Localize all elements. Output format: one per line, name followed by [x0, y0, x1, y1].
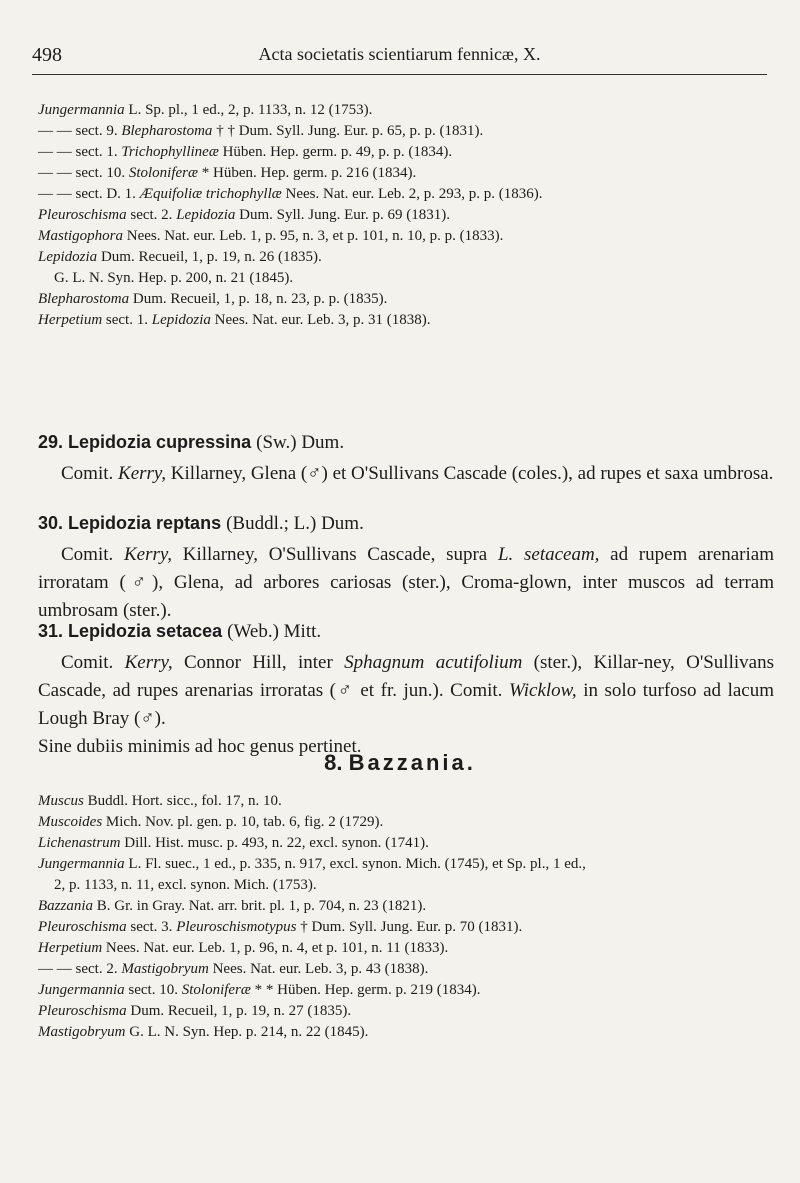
- italic-term: Bazzania: [38, 898, 94, 914]
- italic-term: Muscoides: [38, 814, 103, 830]
- species-author: (Web.) Mitt.: [227, 621, 322, 642]
- italic-term: Jungermannia: [38, 982, 125, 998]
- species-name: Lepidozia cupressina: [68, 432, 252, 452]
- italic-term: Herpetium: [38, 312, 103, 328]
- italic-term: Kerry,: [124, 652, 173, 673]
- italic-term: Stoloniferæ: [181, 982, 251, 998]
- italic-term: Mastigobryum: [121, 961, 209, 977]
- synonym-line: Lichenastrum Dill. Hist. musc. p. 493, n. 22, excl. synon. (1741).: [38, 835, 429, 851]
- synonym-line: Mastigophora Nees. Nat. eur. Leb. 1, p. 95, n. 3, et p. 101, n. 10, p. p. (1833).: [38, 228, 504, 244]
- italic-term: L. setaceam,: [497, 544, 600, 565]
- italic-term: Lepidozia: [151, 312, 211, 328]
- synonym-line: Jungermannia L. Sp. pl., 1 ed., 2, p. 1133, n. 12 (1753).: [38, 102, 373, 118]
- species-author: (Buddl.; L.) Dum.: [226, 513, 364, 534]
- genus-heading: [0, 750, 800, 776]
- synonym-line: Pleuroschisma sect. 3. Pleuroschismotypus † Dum. Syll. Jung. Eur. p. 70 (1831).: [38, 919, 523, 935]
- italic-term: Jungermannia: [38, 856, 125, 872]
- italic-term: Pleuroschisma: [38, 1003, 127, 1019]
- genus-number: 8.: [324, 750, 343, 775]
- synonym-line: Muscoides Mich. Nov. pl. gen. p. 10, tab. 6, fig. 2 (1729).: [38, 814, 384, 830]
- species-number: 29.: [38, 432, 64, 452]
- species-name: Lepidozia setacea: [68, 621, 223, 641]
- italic-term: Wicklow,: [508, 680, 577, 701]
- synonym-line: Jungermannia L. Fl. suec., 1 ed., p. 335, n. 917, excl. synon. Mich. (1745), et Sp. pl., 1 ed.,: [38, 856, 586, 872]
- italic-term: Pleuroschismotypus: [176, 919, 297, 935]
- italic-term: Kerry,: [123, 544, 173, 565]
- italic-term: Stoloniferæ: [128, 165, 198, 181]
- species-number: 30.: [38, 513, 64, 533]
- italic-term: Lepidozia: [38, 249, 98, 265]
- italic-term: Herpetium: [38, 940, 103, 956]
- italic-term: Muscus: [38, 793, 84, 809]
- species-description: Comit. Kerry, Connor Hill, inter Sphagnum acutifolium (ster.), Killar-ney, O'Sullivans Cascade, ad rupes arenarias irroratas (♂ et fr. jun.). Comit. Wicklow, in solo turfoso ad lacum Lough Bray (♂). Sine dubiis minimis ad hoc genus pertinet.: [38, 652, 774, 757]
- species-title: [38, 428, 774, 457]
- species-entry-30: [38, 509, 774, 625]
- italic-term: Lepidozia: [176, 207, 236, 223]
- journal-title: Acta societatis scientiarum fennicæ, X.: [258, 44, 541, 64]
- italic-term: Sphagnum acutifolium: [344, 652, 523, 673]
- synonym-line: Jungermannia sect. 10. Stoloniferæ * * Hüben. Hep. germ. p. 219 (1834).: [38, 982, 481, 998]
- synonym-line: — — sect. 10. Stoloniferæ * Hüben. Hep. germ. p. 216 (1834).: [38, 165, 417, 181]
- genus-name: Bazzania.: [348, 750, 476, 775]
- synonym-line: — — sect. D. 1. Æquifoliæ trichophyllæ Nees. Nat. eur. Leb. 2, p. 293, p. p. (1836).: [38, 186, 543, 202]
- species-description: Comit. Kerry, Killarney, O'Sullivans Cascade, supra L. setaceam, ad rupem arenariam irroratam (♂), Glena, ad arbores cariosas (ster.), Croma-glown, inter muscos ad terram umbrosam (ster.).: [38, 544, 775, 621]
- italic-term: Blepharostoma: [38, 291, 130, 307]
- species-title: [38, 509, 774, 538]
- synonym-line: Muscus Buddl. Hort. sicc., fol. 17, n. 10.: [38, 793, 282, 809]
- synonym-line: Bazzania B. Gr. in Gray. Nat. arr. brit. pl. 1, p. 704, n. 23 (1821).: [38, 898, 427, 914]
- italic-term: Mastigobryum: [38, 1024, 126, 1040]
- species-title: [38, 617, 774, 646]
- running-header: [32, 44, 767, 72]
- italic-term: Pleuroschisma: [38, 919, 127, 935]
- synonym-list-bazzania: [38, 791, 768, 1043]
- header-rule: [32, 74, 767, 75]
- italic-term: Trichophyllineæ: [121, 144, 219, 160]
- synonym-line: Blepharostoma Dum. Recueil, 1, p. 18, n. 23, p. p. (1835).: [38, 291, 388, 307]
- synonym-line: Pleuroschisma Dum. Recueil, 1, p. 19, n. 27 (1835).: [38, 1003, 352, 1019]
- page-number: 498: [32, 44, 62, 66]
- species-entry-31: [38, 617, 774, 761]
- synonym-line: — — sect. 1. Trichophyllineæ Hüben. Hep. germ. p. 49, p. p. (1834).: [38, 144, 453, 160]
- italic-term: Lichenastrum: [38, 835, 121, 851]
- italic-term: Pleuroschisma: [38, 207, 127, 223]
- italic-term: Jungermannia: [38, 102, 125, 118]
- species-name: Lepidozia reptans: [68, 513, 222, 533]
- synonym-line: G. L. N. Syn. Hep. p. 200, n. 21 (1845).: [54, 270, 294, 286]
- synonym-line: 2, p. 1133, n. 11, excl. synon. Mich. (1753).: [54, 877, 317, 893]
- synonym-line: Pleuroschisma sect. 2. Lepidozia Dum. Syll. Jung. Eur. p. 69 (1831).: [38, 207, 450, 223]
- species-author: (Sw.) Dum.: [256, 432, 345, 453]
- synonym-line: Mastigobryum G. L. N. Syn. Hep. p. 214, n. 22 (1845).: [38, 1024, 369, 1040]
- synonym-line: — — sect. 2. Mastigobryum Nees. Nat. eur. Leb. 3, p. 43 (1838).: [38, 961, 429, 977]
- synonym-line: Herpetium sect. 1. Lepidozia Nees. Nat. eur. Leb. 3, p. 31 (1838).: [38, 312, 431, 328]
- italic-term: Mastigophora: [38, 228, 124, 244]
- synonym-line: Herpetium Nees. Nat. eur. Leb. 1, p. 96, n. 4, et p. 101, n. 11 (1833).: [38, 940, 449, 956]
- italic-term: Æquifoliæ trichophyllæ: [139, 186, 282, 202]
- italic-term: Kerry,: [118, 463, 167, 484]
- synonym-line: Lepidozia Dum. Recueil, 1, p. 19, n. 26 (1835).: [38, 249, 322, 265]
- species-description: Comit. Kerry, Killarney, Glena (♂) et O'Sullivans Cascade (coles.), ad rupes et saxa umbrosa.: [61, 463, 774, 484]
- synonym-list-lepidozia: [38, 100, 768, 331]
- synonym-line: — — sect. 9. Blepharostoma † † Dum. Syll. Jung. Eur. p. 65, p. p. (1831).: [38, 123, 484, 139]
- italic-term: Blepharostoma: [121, 123, 213, 139]
- species-entry-29: [38, 428, 774, 488]
- species-number: 31.: [38, 621, 64, 641]
